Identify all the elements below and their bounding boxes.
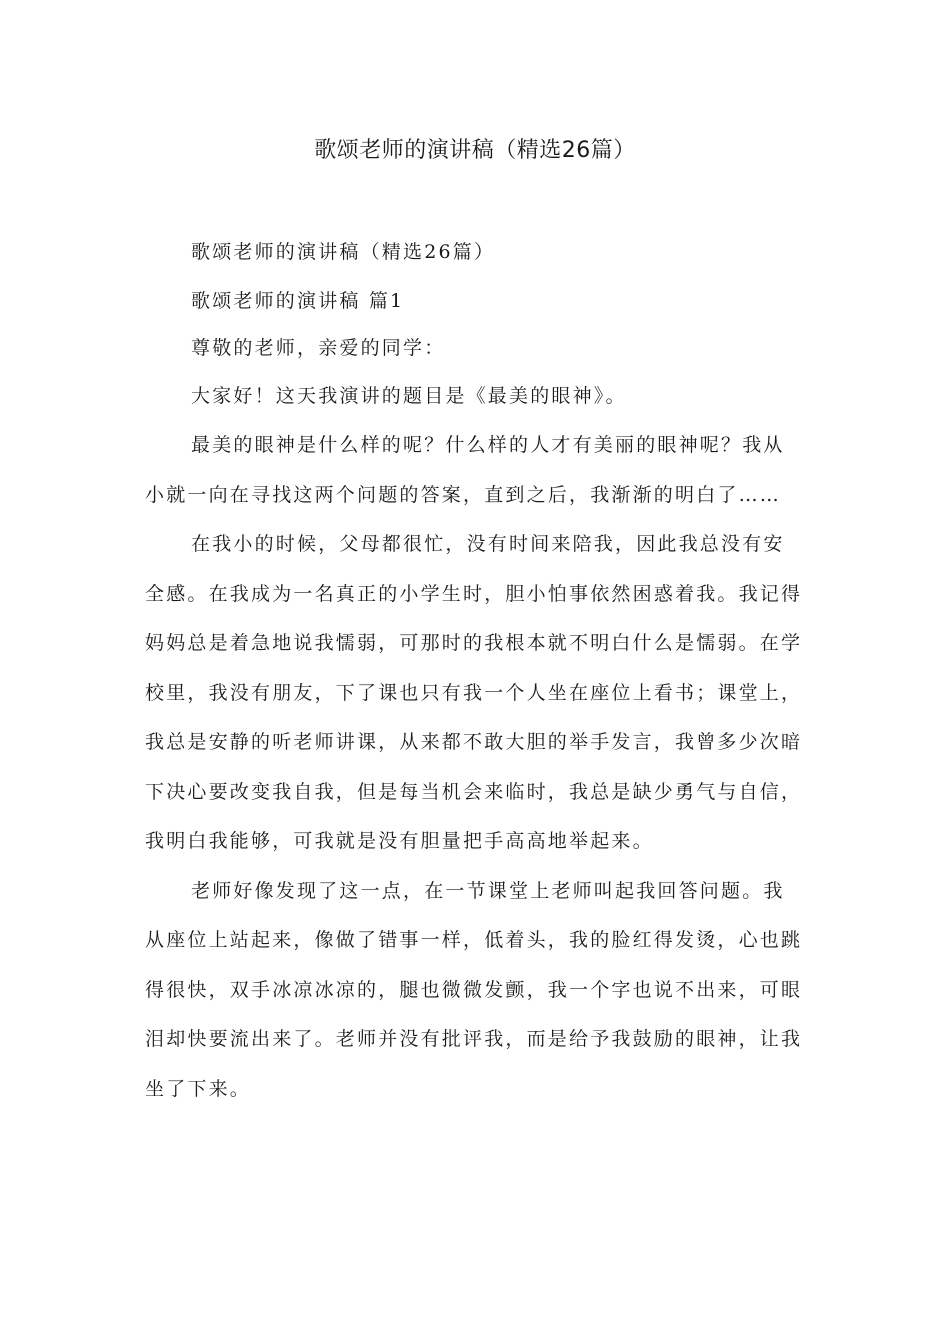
paragraph-body-3: 老师好像发现了这一点，在一节课堂上老师叫起我回答问题。我从座位上站起来，像做了错事一样，低着头，我的脸红得发烫，心也跳得很快，双手冰凉冰凉的，腿也微微发颤，我一个字也说不出来，可眼泪却快要流出来了。老师并没有批评我，而是给予我鼓励的眼神，让我坐了下来。 <box>145 879 803 1100</box>
paragraph-body-2: 在我小的时候，父母都很忙，没有时间来陪我，因此我总没有安全感。在我成为一名真正的小学生时，胆小怕事依然困惑着我。我记得妈妈总是着急地说我懦弱，可那时的我根本就不明白什么是懦弱。在学校里，我没有朋友，下了课也只有我一个人坐在座位上看书；课堂上，我总是安静的听老师讲课，从来都不敢大胆的举手发言，我曾多少次暗下决心要改变我自我，但是每当机会来临时，我总是缺少勇气与自信，我明白我能够，可我就是没有胆量把手高高地举起来。 <box>145 533 803 852</box>
paragraph-body-1: 最美的眼神是什么样的呢？什么样的人才有美丽的眼神呢？我从小就一向在寻找这两个问题的答案，直到之后，我渐渐的明白了…… <box>145 434 785 506</box>
paragraph-salutation: 尊敬的老师，亲爱的同学： <box>191 336 446 359</box>
document-body <box>145 228 805 1114</box>
paragraph-subtitle: 歌颂老师的演讲稿（精选26篇） <box>191 241 496 263</box>
document-title: 歌颂老师的演讲稿（精选26篇） <box>314 138 636 163</box>
paragraph-section-heading: 歌颂老师的演讲稿 篇1 <box>191 289 405 312</box>
paragraph-greeting: 大家好！这天我演讲的题目是《最美的眼神》。 <box>191 384 627 407</box>
